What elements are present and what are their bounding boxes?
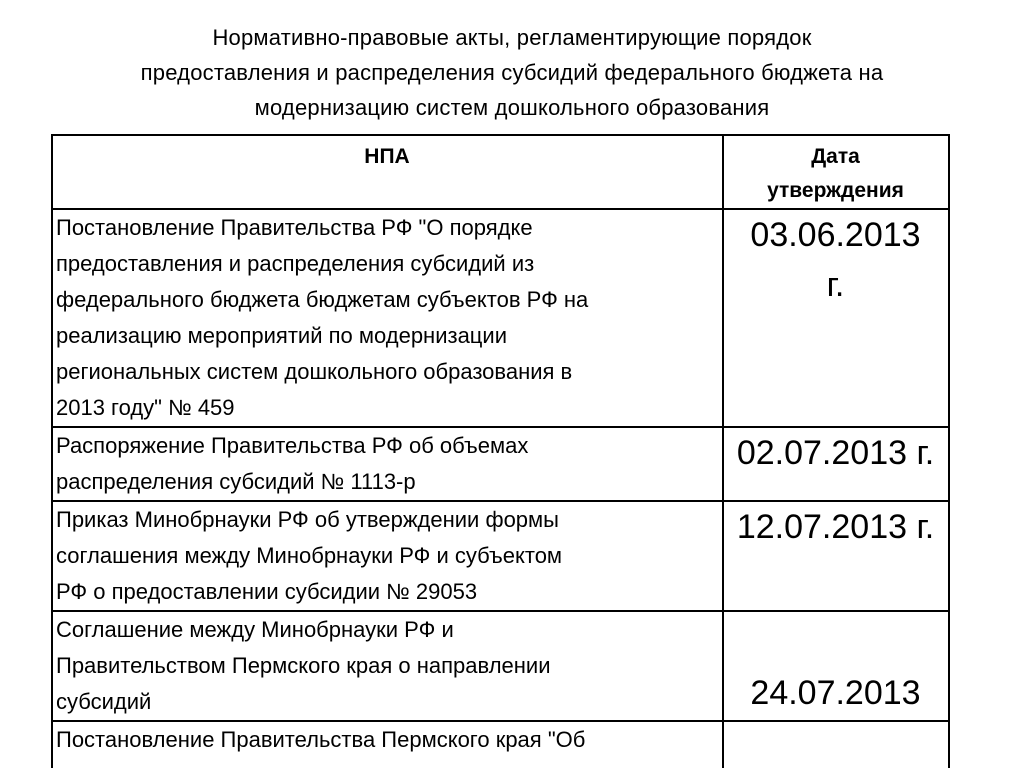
doc-line: субсидий [56, 689, 152, 714]
doc-cell [52, 611, 723, 721]
table-row [52, 209, 949, 427]
npa-table [51, 134, 950, 768]
doc-cell [52, 721, 723, 768]
doc-line: реализацию мероприятий по модернизации [56, 323, 507, 348]
doc-line: 2013 году" № 459 [56, 395, 235, 420]
table-row [52, 501, 949, 611]
date-value: 03.06.2013 [750, 216, 921, 254]
title-line: предоставления и распределения субсидий федерального бюджета на [140, 60, 884, 85]
doc-line: Правительством Пермского края о направлении [56, 653, 551, 678]
doc-line: Приказ Минобрнауки РФ об утверждении формы [56, 507, 559, 532]
table-row [52, 721, 949, 768]
doc-line: соглашения между Минобрнауки РФ и субъектом [56, 543, 563, 568]
doc-line: Распоряжение Правительства РФ об объемах [56, 433, 529, 458]
date-value: 02.07.2013 г. [736, 434, 935, 472]
date-cell [723, 721, 949, 768]
doc-cell [52, 209, 723, 427]
doc-line: региональных систем дошкольного образования в [56, 359, 573, 384]
doc-line: распределения субсидий № 1113-р [56, 469, 416, 494]
doc-line: Соглашение между Минобрнауки РФ и [56, 617, 454, 642]
date-value: 12.07.2013 г. [736, 508, 935, 546]
header-npa: НПА [52, 135, 723, 209]
date-value: г. [826, 266, 845, 304]
doc-line: РФ о предоставлении субсидии № 29053 [56, 579, 478, 604]
header-date-line: утверждения [767, 179, 904, 202]
doc-line: Постановление Правительства РФ "О порядке [56, 215, 533, 240]
doc-cell [52, 501, 723, 611]
date-value: 24.07.2013 [750, 674, 921, 712]
date-cell [723, 611, 949, 721]
doc-line: предоставления и распределения субсидий из [56, 251, 535, 276]
header-date-line: Дата [811, 145, 860, 168]
date-cell [723, 501, 949, 611]
table-row [52, 427, 949, 501]
doc-line: Постановление Правительства Пермского края "Об [56, 727, 586, 752]
date-cell [723, 427, 949, 501]
slide-title [40, 20, 984, 125]
date-cell [723, 209, 949, 427]
header-date [723, 135, 949, 209]
doc-line: федерального бюджета бюджетам субъектов РФ на [56, 287, 589, 312]
doc-cell [52, 427, 723, 501]
table-header-row [52, 135, 949, 209]
title-line: модернизацию систем дошкольного образования [254, 95, 770, 120]
table-row [52, 611, 949, 721]
title-line: Нормативно-правовые акты, регламентирующие порядок [212, 25, 812, 50]
